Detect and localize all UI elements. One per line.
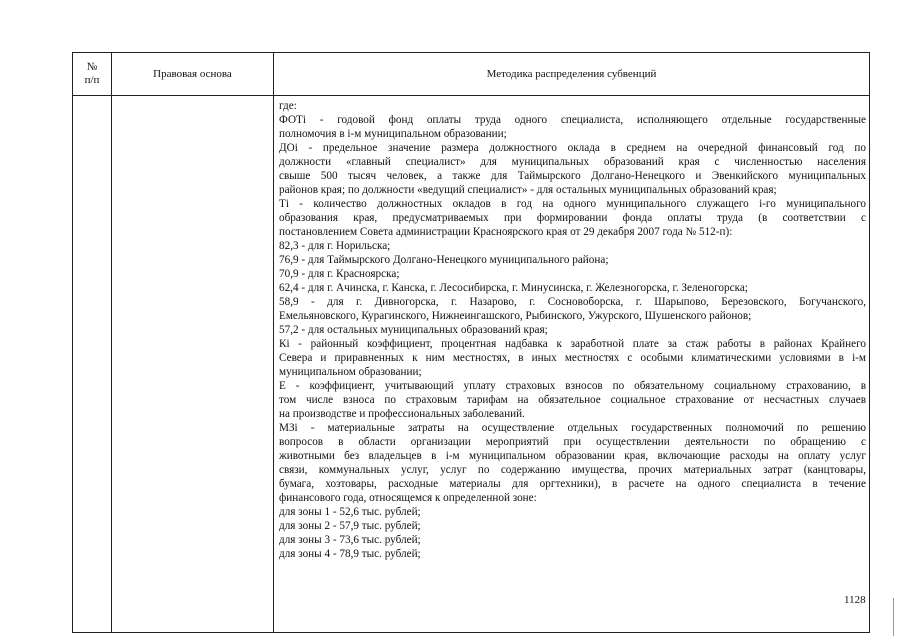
text-line: для зоны 4 - 78,9 тыс. рублей;: [279, 548, 421, 560]
text-line: 58,9 - для г. Дивногорска, г. Назарово, г. Сосновоборска, г. Шарыпово, Березовского, Богучанского,: [279, 296, 866, 308]
text-line: 76,9 - для Таймырского Долгано-Ненецкого муниципального района;: [279, 254, 609, 266]
text-line: МЗi - материальные затраты на осуществление отдельных государственных полномочий по решению: [279, 422, 866, 434]
text-line: Севера и приравненных к ним местностях, в иных местностях с особыми климатическими условиями в i-м: [279, 352, 866, 364]
text-line: для зоны 1 - 52,6 тыс. рублей;: [279, 506, 421, 518]
text-line: финансового года, относящемся к определенной зоне:: [279, 492, 537, 504]
text-line: животными без владельцев в i-м муниципальном образовании края, включающие расходы на оплату услуг: [279, 450, 866, 462]
header-legal-basis: Правовая основа: [112, 53, 274, 96]
text-line: ФОТi - годовой фонд оплаты труда одного специалиста, исполняющего отдельные государственные: [279, 114, 866, 126]
text-line: муниципальном образовании;: [279, 366, 422, 378]
text-line: образования края, предусматриваемых при формировании фонда оплаты труда (в соответствии с: [279, 212, 866, 224]
header-number: [73, 53, 112, 96]
text-line: бумага, хозтовары, расходные материалы для оргтехники), в расчете на одного специалиста в течение: [279, 478, 866, 490]
subsidy-table: [72, 52, 870, 633]
page-number: 1128: [844, 594, 866, 606]
text-line: ДОi - предельное значение размера должностного оклада в среднем на очередной финансовый год по: [279, 142, 866, 154]
text-line: районов края; по должности «ведущий специалист» - для остальных муниципальных образований края;: [279, 184, 777, 196]
cell-number: [73, 96, 112, 633]
text-line: для зоны 2 - 57,9 тыс. рублей;: [279, 520, 421, 532]
header-number-abbr: п/п: [84, 74, 100, 86]
cell-legal-basis: [112, 96, 274, 633]
right-edge-line: [893, 598, 894, 636]
cell-method-text: [274, 96, 870, 633]
header-method: Методика распределения субвенций: [274, 53, 870, 96]
text-line: полномочия в i-м муниципальном образовании;: [279, 128, 507, 140]
text-line: 82,3 - для г. Норильска;: [279, 240, 391, 252]
header-number-sign: №: [86, 61, 98, 73]
text-line: где:: [279, 100, 297, 112]
text-line: том числе взноса по страховым тарифам на обязательное социальное страхование от несчастных случаев: [279, 394, 866, 406]
text-line: на производстве и профессиональных заболеваний.: [279, 408, 525, 420]
text-line: вопросов в области организации мероприятий при осуществлении деятельности по обращению с: [279, 436, 866, 448]
text-line: Е - коэффициент, учитывающий уплату страховых взносов по обязательному социальному страхованию, в: [279, 380, 866, 392]
text-line: 57,2 - для остальных муниципальных образований края;: [279, 324, 548, 336]
text-line: для зоны 3 - 73,6 тыс. рублей;: [279, 534, 421, 546]
text-line: постановлением Совета администрации Красноярского края от 29 декабря 2007 года № 512-п):: [279, 226, 733, 238]
method-text-block: [279, 99, 866, 561]
text-line: Емельяновского, Курагинского, Нижнеингашского, Рыбинского, Ужурского, Шушенского районов;: [279, 310, 752, 322]
text-line: 62,4 - для г. Ачинска, г. Канска, г. Лесосибирска, г. Минусинска, г. Железногорска, г. Зеленогорска;: [279, 282, 748, 294]
text-line: должности «главный специалист» для муниципальных образований края с численностью населения: [279, 156, 866, 168]
text-line: Кi - районный коэффициент, процентная надбавка к заработной плате за стаж работы в районах Крайнего: [279, 338, 866, 350]
table-row: [73, 96, 870, 633]
text-line: Тi - количество должностных окладов в год на одного муниципального служащего i-го муниципального: [279, 198, 866, 210]
table-header-row: [73, 53, 870, 96]
text-line: связи, коммунальных услуг, услуг по содержанию имущества, прочих материальных затрат (канцтовары,: [279, 464, 866, 476]
text-line: 70,9 - для г. Красноярска;: [279, 268, 400, 280]
text-line: свыше 500 тысяч человек, а также для Таймырского Долгано-Ненецкого и Эвенкийского муниципальных: [279, 170, 866, 182]
